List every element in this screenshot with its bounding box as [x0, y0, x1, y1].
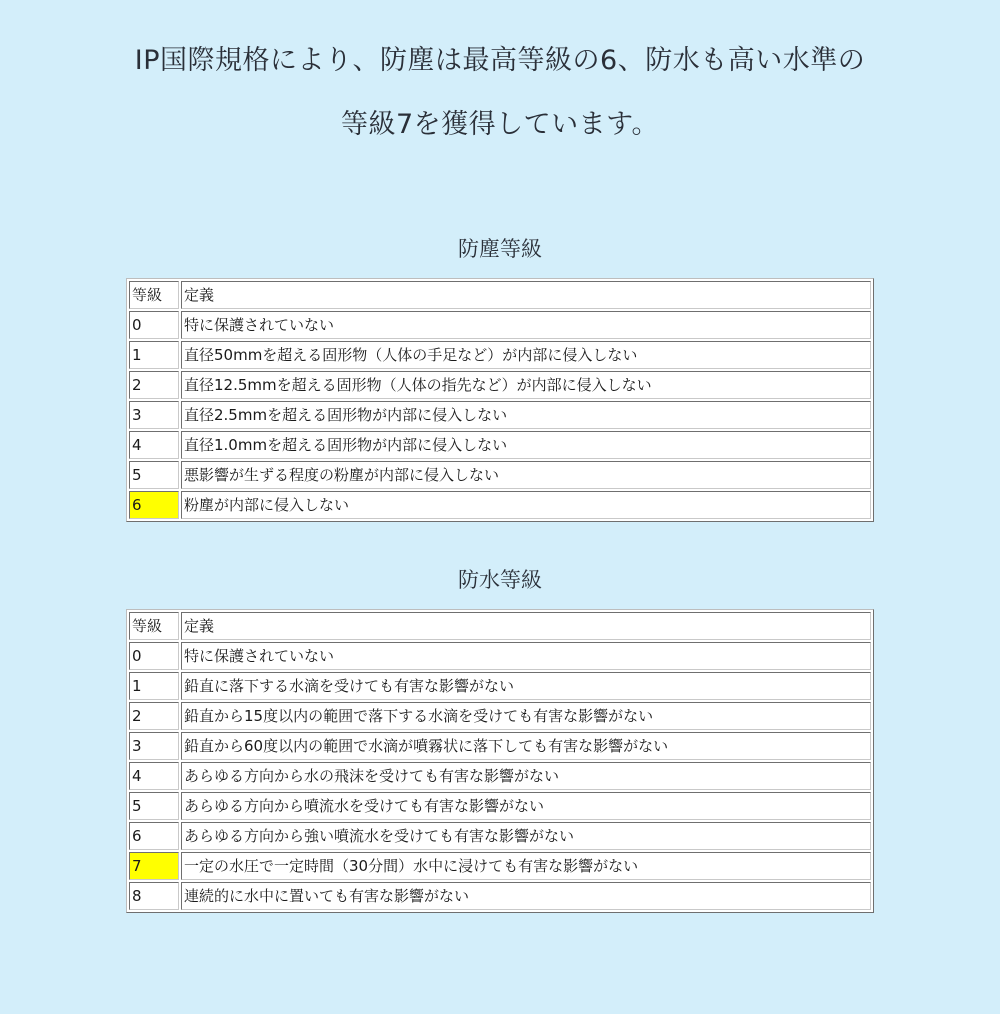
grade-cell: 1 [129, 672, 179, 700]
definition-cell: 鉛直に落下する水滴を受けても有害な影響がない [181, 672, 871, 700]
table-header-row [129, 281, 871, 309]
table-row [129, 882, 871, 910]
water-section-title: 防水等級 [458, 568, 542, 592]
grade-cell: 0 [129, 642, 179, 670]
grade-column-header: 等級 [129, 612, 179, 640]
definition-cell: 一定の水圧で一定時間（30分間）水中に浸けても有害な影響がない [181, 852, 871, 880]
table-row [129, 672, 871, 700]
definition-cell: 直径2.5mmを超える固形物が内部に侵入しない [181, 401, 871, 429]
grade-cell: 5 [129, 792, 179, 820]
grade-cell: 2 [129, 702, 179, 730]
table-row [129, 822, 871, 850]
definition-cell: あらゆる方向から水の飛沫を受けても有害な影響がない [181, 762, 871, 790]
table-row [129, 371, 871, 399]
dust-grade-table [126, 278, 874, 522]
definition-cell: 連続的に水中に置いても有害な影響がない [181, 882, 871, 910]
grade-cell: 4 [129, 431, 179, 459]
grade-cell: 6 [129, 822, 179, 850]
definition-cell: 特に保護されていない [181, 642, 871, 670]
dust-table-body [129, 281, 871, 519]
table-row [129, 762, 871, 790]
definition-cell: 特に保護されていない [181, 311, 871, 339]
grade-cell: 8 [129, 882, 179, 910]
grade-cell: 3 [129, 401, 179, 429]
table-row [129, 401, 871, 429]
definition-column-header: 定義 [181, 612, 871, 640]
dust-section-title: 防塵等級 [458, 237, 542, 261]
table-row [129, 852, 871, 880]
table-row [129, 341, 871, 369]
grade-cell: 0 [129, 311, 179, 339]
table-row [129, 431, 871, 459]
grade-column-header: 等級 [129, 281, 179, 309]
headline-line-1: IP国際規格により、防塵は最高等級の6、防水も高い水準の [134, 45, 866, 76]
grade-cell-highlighted: 7 [129, 852, 179, 880]
table-header-row [129, 612, 871, 640]
table-row [129, 792, 871, 820]
definition-cell: 直径50mmを超える固形物（人体の手足など）が内部に侵入しない [181, 341, 871, 369]
table-row [129, 732, 871, 760]
grade-cell-highlighted: 6 [129, 491, 179, 519]
table-row [129, 702, 871, 730]
definition-column-header: 定義 [181, 281, 871, 309]
definition-cell: 鉛直から60度以内の範囲で水滴が噴霧状に落下しても有害な影響がない [181, 732, 871, 760]
table-row [129, 642, 871, 670]
table-row [129, 491, 871, 519]
water-table-body [129, 612, 871, 910]
grade-cell: 2 [129, 371, 179, 399]
definition-cell: 直径1.0mmを超える固形物が内部に侵入しない [181, 431, 871, 459]
grade-cell: 3 [129, 732, 179, 760]
definition-cell: 直径12.5mmを超える固形物（人体の指先など）が内部に侵入しない [181, 371, 871, 399]
grade-cell: 4 [129, 762, 179, 790]
grade-cell: 5 [129, 461, 179, 489]
headline-line-2: 等級7を獲得しています。 [340, 109, 660, 140]
definition-cell: あらゆる方向から噴流水を受けても有害な影響がない [181, 792, 871, 820]
grade-cell: 1 [129, 341, 179, 369]
table-row [129, 461, 871, 489]
definition-cell: あらゆる方向から強い噴流水を受けても有害な影響がない [181, 822, 871, 850]
definition-cell: 悪影響が生ずる程度の粉塵が内部に侵入しない [181, 461, 871, 489]
definition-cell: 粉塵が内部に侵入しない [181, 491, 871, 519]
table-row [129, 311, 871, 339]
definition-cell: 鉛直から15度以内の範囲で落下する水滴を受けても有害な影響がない [181, 702, 871, 730]
water-grade-table [126, 609, 874, 913]
